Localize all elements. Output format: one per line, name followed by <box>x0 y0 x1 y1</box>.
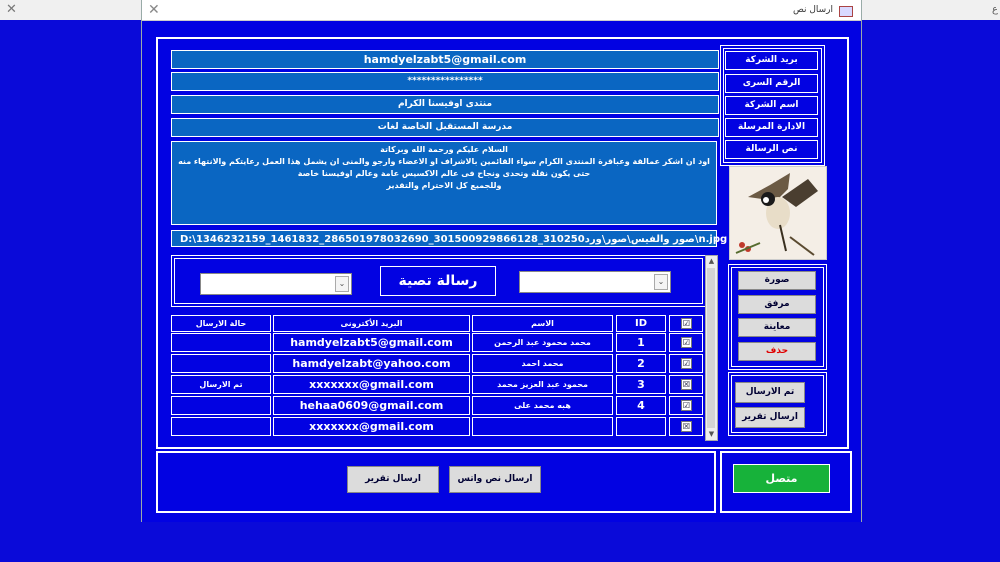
row-checkbox[interactable]: ☑ <box>682 338 691 347</box>
window-title-bar <box>142 0 861 21</box>
select-all-checkbox[interactable]: ☑ <box>682 319 691 328</box>
label-company-email: بريد الشركة <box>725 51 818 70</box>
cell-status <box>171 354 271 373</box>
cell-email[interactable]: hamdyelzabt5@gmail.com <box>273 333 470 352</box>
row-checkbox[interactable]: ☒ <box>682 380 691 389</box>
company-name-field[interactable]: منتدى اوفيسنا الكرام <box>171 95 719 114</box>
header-id: ID <box>616 315 666 332</box>
header-email: البريد الأكترونى <box>273 315 470 332</box>
cell-id: 1 <box>616 333 666 352</box>
header-name: الاسم <box>472 315 613 332</box>
department-field[interactable]: مدرسة المستقبل الخاصة لغات <box>171 118 719 137</box>
cell-email[interactable]: hehaa0609@gmail.com <box>273 396 470 415</box>
scroll-down-icon[interactable]: ▼ <box>708 430 715 438</box>
cell-status: تم الارسال <box>171 375 271 394</box>
message-line: اود ان اشكر عمالقة وعباقرة المنتدى الكرام سواء القائمين بالاشراف او الاعضاء وارجو والمنى ان يشمل هذا العمل رعايتكم والانتهاء منه <box>178 157 710 166</box>
label-company-name: اسم الشركة <box>725 96 818 115</box>
outer-title-fragment: ع <box>992 4 998 15</box>
cell-id <box>616 417 666 436</box>
send-report-side-button[interactable]: ارسال تقرير <box>735 407 805 428</box>
row-checkbox[interactable]: ☑ <box>682 401 691 410</box>
cell-name[interactable] <box>472 417 613 436</box>
cell-check <box>669 354 703 373</box>
row-checkbox[interactable]: ☒ <box>682 422 691 431</box>
table-scrollbar[interactable] <box>705 255 718 441</box>
cell-id: 4 <box>616 396 666 415</box>
attachment-button[interactable]: مرفق <box>738 295 816 314</box>
chevron-down-icon[interactable]: ⌄ <box>654 274 668 290</box>
row-checkbox[interactable]: ☑ <box>682 359 691 368</box>
window-title: ارسال نص <box>792 5 833 15</box>
cell-name[interactable]: محمد محمود عبد الرحمن <box>472 333 613 352</box>
cell-email[interactable]: xxxxxxx@gmail.com <box>273 375 470 394</box>
cell-email[interactable]: xxxxxxx@gmail.com <box>273 417 470 436</box>
bird-image <box>730 167 826 259</box>
cell-check <box>669 396 703 415</box>
header-status: حالة الارسال <box>171 315 271 332</box>
cell-name[interactable]: محمود عبد العزيز محمد <box>472 375 613 394</box>
cell-id: 2 <box>616 354 666 373</box>
label-message-text: نص الرسالة <box>725 140 818 159</box>
header-select <box>669 315 703 332</box>
message-line: وللجميع كل الاحترام والتقدير <box>386 181 502 190</box>
message-textarea[interactable] <box>171 141 717 225</box>
send-whatsapp-button[interactable]: ارسال نص واتس <box>449 466 541 493</box>
label-sending-dept: الادارة المرسلة <box>725 118 818 137</box>
email-field[interactable]: hamdyelzabt5@gmail.com <box>171 50 719 69</box>
message-type-title: رسالة تصية <box>380 266 496 296</box>
close-icon[interactable]: ✕ <box>148 2 160 18</box>
cell-check <box>669 417 703 436</box>
cell-name[interactable]: هبه محمد على <box>472 396 613 415</box>
sent-button[interactable]: تم الارسال <box>735 382 805 403</box>
cell-status <box>171 333 271 352</box>
cell-check <box>669 375 703 394</box>
send-report-button[interactable]: ارسال تقرير <box>347 466 439 493</box>
form-icon <box>839 6 853 17</box>
delete-button[interactable]: حذف <box>738 342 816 361</box>
cell-status <box>171 396 271 415</box>
preview-button[interactable]: معاينة <box>738 318 816 337</box>
password-field[interactable]: **************** <box>171 72 719 91</box>
connected-button[interactable]: متصل <box>733 464 830 493</box>
attachment-path-field[interactable]: D:\1346232159_1461832_286501978032690_301500929866128_310250صور والفيس\صور\ورد\n.jpg <box>171 230 717 247</box>
message-line: حتى يكون نقلة وتحدى ونجاح فى عالم الاكسيس عامة وعالم اوفيسنا خاصة <box>297 169 591 178</box>
chevron-down-icon[interactable]: ⌄ <box>335 276 349 292</box>
outer-close-icon[interactable]: ✕ <box>6 2 17 17</box>
cell-name[interactable]: محمد احمد <box>472 354 613 373</box>
label-password: الرقم السرى <box>725 74 818 93</box>
cell-id: 3 <box>616 375 666 394</box>
cell-status <box>171 417 271 436</box>
scroll-thumb[interactable] <box>707 268 715 428</box>
message-line: السلام عليكم ورحمة الله وبركاتة <box>380 145 508 154</box>
image-button[interactable]: صورة <box>738 271 816 290</box>
scroll-up-icon[interactable]: ▲ <box>708 257 715 265</box>
right-combo[interactable] <box>519 271 671 293</box>
cell-email[interactable]: hamdyelzabt@yahoo.com <box>273 354 470 373</box>
cell-check <box>669 333 703 352</box>
bird-photo <box>729 166 827 260</box>
left-combo[interactable] <box>200 273 352 295</box>
